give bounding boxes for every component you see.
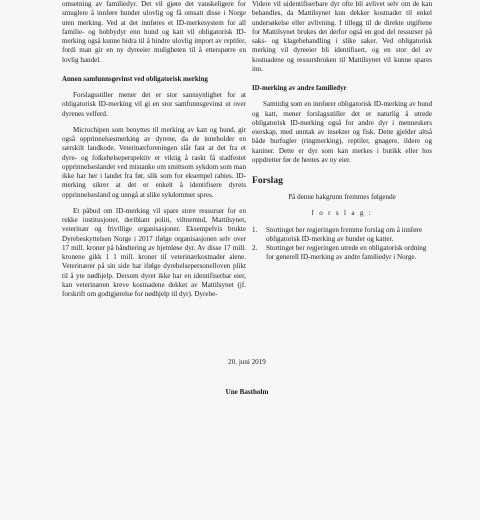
paragraph-microchip: Microchipen som benyttes til merking av katt og hund, gir også opprinnelsesmerking av dyrene, da de inneholder en særskilt landkode. Veterinærforeningen slår fast at det fra et dyre- og folkehelseperspektiv er viktig å raskt få stadfestet opprinnelseslandet ved mistanke om smittsom sykdom som man ikke har her i landet fra før, slik som for eksempel rabies. ID-merking sikrer at det er enkelt å identifisere dyrets opprinnelsesland og unngå at slike sykdommer spres.: [62, 125, 246, 199]
left-intro-paragraph: omsetning av familiedyr. Det vil gjøre det vanskeligere for smuglere å innføre hunder ulovlig og få omsatt disse i Norge uten merking. Ved at det innføres et ID-merkesystem for all familie- og hobbydyr enn hund og katt vil obligatorisk ID-merking også kunne bidra til å hindre ulovlig import av reptiler, fordi man gir en ny dyreeier muligheten til å etterspørre en lovlig handel.: [62, 0, 246, 64]
document-date: 20. juni 2019: [228, 358, 266, 366]
right-column: [252, 0, 432, 263]
paragraph-ressurser: Et påbud om ID-merking vil spare store ressurser for en rekke institusjoner, deriblant politi, viltnemnd, Mattilsynet, veterinær og frivillige organisasjoner. Eksempelvis brukte Dyrebeskyttelsen Norge i 2017 ifølge organisasjonen selv over 17 mill. kroner på håndtering av hjemløse dyr. Av disse 17 mill. kronene gikk 1 1 mill. kroner til veterinærkostnader alene. Veterinærer på sin side har ifølge dyrehelsepersonelloven plikt til å yte nødhjelp. Dersom dyret ikke har en identifiserbar eier, kan veterinæren kreve kostnadene dekket av Mattilsynet (jf. forskrift om godtgjørelse for nødhjelp til dyr). Dyrebe-: [62, 206, 246, 298]
forslag-list: [252, 226, 432, 263]
forslag-label: f o r s l a g :: [311, 209, 373, 218]
section-heading-andre-familiedyr: ID-merking av andre familiedyr: [252, 85, 347, 92]
signature-name: Une Bastholm: [225, 388, 269, 396]
paragraph-andre-familiedyr: Samtidig som en innfører obligatorisk ID-merking av hund og katt, mener forslagsstiller det er naturlig å utrede obligatorisk ID-merking også for andre dyr i menneskers eierskap, med unntak av insekter og fisk. Dette gjelder altså både burfugler (ringmerking), reptiler, gnagere, ildere og kaniner. Dette er dyr som kan merkes i butikk eller hos oppdretter før de hentes av ny eier.: [252, 100, 432, 164]
forslag-item-text: Stortinget ber regjeringen fremme forslag om å innføre obligatorisk ID-merking av hunder og katter.: [266, 225, 423, 243]
forslag-item: [252, 226, 432, 245]
section-heading-samfunnsgevinst: Annen samfunnsgevinst ved obligatorisk merking: [62, 75, 208, 83]
forslag-item-number: 2.: [252, 244, 258, 252]
paragraph-samfunnsgevinst: Forslagsstiller mener det er stor sannsynlighet for at obligatorisk ID-merking vil gi en stor samfunnsgevinst ut over dyrenes velferd.: [62, 91, 246, 118]
forslag-item-text: Stortinget ber regjeringen utrede en obligatorisk ordning for generell ID-merking av andre familiedyr i Norge.: [266, 244, 427, 262]
section-heading-forslag: Forslag: [252, 175, 283, 186]
forslag-intro: På denne bakgrunn fremmes følgende: [288, 193, 396, 201]
right-intro-paragraph: Videre vil uidentifiserbare dyr ofte bli avlivet selv om de kan behandles, da Mattilsynet kun dekker kostnader til enkel undersøkelse eller avlivning. I tillegg til de direkte utgiftene for Mattilsynet brukes det derfor også en god del ressurser på saks- og klagebehandling i slike saker. Ved obligatorisk merking vil dyreeier bli identifisert, og en stor del av kostnadene og ressursbruken til Mattilsynet vil kunne spares inn.: [252, 0, 432, 73]
left-column: [62, 0, 246, 299]
forslag-item-number: 1.: [252, 225, 258, 234]
forslag-item: [252, 244, 432, 263]
